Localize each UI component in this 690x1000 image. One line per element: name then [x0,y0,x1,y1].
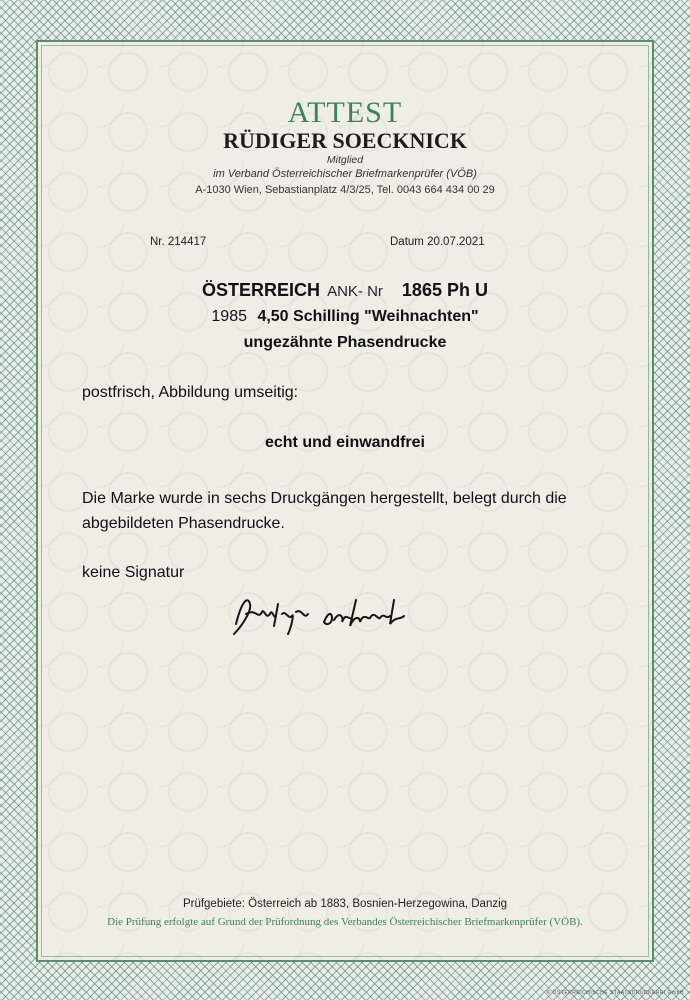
association-line: im Verband Österreichischer Briefmarkenprüfer (VÖB) [213,168,477,180]
stamp-identification [38,280,652,301]
examination-areas: Prüfgebiete: Österreich ab 1883, Bosnien-Herzegowina, Danzig [182,898,508,910]
signature-graphic [228,590,428,638]
signature-note: keine Signatur [82,564,185,581]
catalog-prefix: ANK- Nr [327,283,383,300]
certificate-title: ATTEST [287,96,403,129]
production-note: Die Marke wurde in sechs Druckgängen hergestellt, belegt durch die abgebildeten Phasendrucke. [82,490,567,532]
verdict-text: echt und einwandfrei [264,434,425,451]
address-line: A-1030 Wien, Sebastianplatz 4/3/25, Tel. 0043 664 434 00 29 [195,184,495,196]
handwritten-signature [228,590,428,643]
stamp-issue [38,308,652,326]
condition-text: postfrisch, Abbildung umseitig: [82,384,299,401]
stamp-value-title: 4,50 Schilling "Weihnachten" [257,308,479,325]
stamp-year: 1985 [211,308,247,325]
stamp-country: ÖSTERREICH [202,280,321,300]
catalog-number: 1865 Ph U [401,280,488,300]
printer-mark: © ÖSTERREICHISCHE STAATSDRUCKEREI GmbH [546,990,684,996]
certificate-date: Datum 20.07.2021 [390,236,485,248]
examiner-name: RÜDIGER SOECKNICK [223,128,467,153]
certificate-panel [36,40,654,962]
certificate-number: Nr. 214417 [150,236,207,248]
membership-label: Mitglied [326,154,364,166]
examination-statement: Die Prüfung erfolgte auf Grund der Prüfordnung des Verbandes Österreichischer Briefmarkenprüfer (VÖB). [107,916,583,928]
stamp-variety: ungezähnte Phasendrucke [243,334,447,351]
